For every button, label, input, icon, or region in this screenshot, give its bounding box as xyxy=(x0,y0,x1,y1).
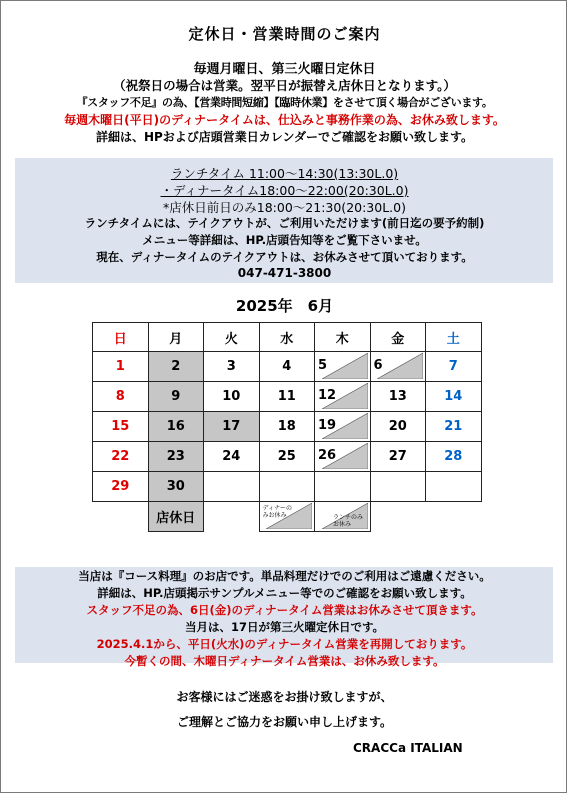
calendar-day-22: 22 xyxy=(93,442,149,472)
lunch-hours: ランチタイム 11:00～14:30(13:30L.0) xyxy=(170,166,399,181)
calendar-month-title: 2025年 6月 xyxy=(235,297,334,315)
calendar-day-21: 21 xyxy=(426,412,482,442)
calendar-empty-cell xyxy=(426,472,482,502)
page-title: 定休日・営業時間のご案内 xyxy=(188,25,381,43)
calendar-day-24: 24 xyxy=(204,442,260,472)
weekday-header: 日 xyxy=(93,323,149,352)
staff-shortage-closure-text: スタッフ不足の為、6日(金)のディナータイム営業はお休みさせて頂きます。 xyxy=(86,603,483,617)
dinner-hours: ・ディナータイム18:00～22:00(20:30L.0) xyxy=(160,183,409,198)
calendar-empty-cell xyxy=(259,472,315,502)
calendar-day-25: 25 xyxy=(259,442,315,472)
calendar-day-5: 5 xyxy=(315,352,371,382)
legend-blank xyxy=(204,502,260,532)
weekday-header: 火 xyxy=(204,323,260,352)
legend-lunch-closed xyxy=(315,502,371,532)
calendar-day-18: 18 xyxy=(259,412,315,442)
calendar-day-6: 6 xyxy=(370,352,426,382)
calendar-day-2: 2 xyxy=(148,352,204,382)
calendar-legend-row xyxy=(93,502,482,532)
dinner-takeout-info: 現在、ディナータイムのテイクアウトは、お休みさせて頂いております。 xyxy=(96,250,473,264)
calendar-day-16: 16 xyxy=(148,412,204,442)
calendar-day-1: 1 xyxy=(93,352,149,382)
thursday-dinner-closed-footer: 今暫くの間、木曜日ディナータイム営業は、お休み致します。 xyxy=(124,654,445,668)
legend-blank xyxy=(93,502,149,532)
check-website-text: 詳細は、HPおよび店頭営業日カレンダーでご確認をお願い致します。 xyxy=(95,130,474,144)
regular-holiday-text: 毎週月曜日、第三火曜日定休日 xyxy=(193,62,376,77)
calendar-day-15: 15 xyxy=(93,412,149,442)
phone-number: 047-471-3800 xyxy=(237,266,332,280)
staff-shortage-text: 『スタッフ不足』の為、【営業時間短縮】【臨時休業】をさせて頂く場合がございます。 xyxy=(76,96,493,109)
weekday-header: 金 xyxy=(370,323,426,352)
weekday-header: 土 xyxy=(426,323,482,352)
calendar-day-26: 26 xyxy=(315,442,371,472)
calendar-day-8: 8 xyxy=(93,382,149,412)
calendar-day-28: 28 xyxy=(426,442,482,472)
calendar-empty-cell xyxy=(370,472,426,502)
calendar-week-row xyxy=(93,352,482,382)
calendar-day-9: 9 xyxy=(148,382,204,412)
calendar-day-17: 17 xyxy=(204,412,260,442)
legend-dinner-closed xyxy=(259,502,315,532)
calendar-day-13: 13 xyxy=(370,382,426,412)
third-tuesday-text: 当月は、17日が第三火曜定休日です。 xyxy=(184,620,385,634)
calendar-day-12: 12 xyxy=(315,382,371,412)
calendar-day-19: 19 xyxy=(315,412,371,442)
thursday-dinner-closed-text: 毎週木曜日(平日)のディナータイムは、仕込みと事務作業の為、お休み致します。 xyxy=(64,113,505,127)
calendar-day-20: 20 xyxy=(370,412,426,442)
holiday-eve-hours: *店休日前日のみ18:00～21:30(20:30L.0) xyxy=(163,200,406,215)
dinner-closed-marker xyxy=(377,353,423,379)
holiday-rule-text: （祝祭日の場合は営業。翌平日が振替え店休日となります。） xyxy=(113,78,456,93)
weekday-header: 月 xyxy=(148,323,204,352)
calendar-day-30: 30 xyxy=(148,472,204,502)
calendar-day-7: 7 xyxy=(426,352,482,382)
calendar-empty-cell xyxy=(315,472,371,502)
sample-menu-text: 詳細は、HP.店頭掲示サンプルメニュー等でのご確認をお願い致します。 xyxy=(97,586,472,600)
course-only-text: 当店は『コース料理』のお店です。単品料理だけでのご利用はご遠慮ください。 xyxy=(78,569,491,583)
cooperation-text: ご理解とご協力をお願い申し上げます。 xyxy=(176,715,393,729)
calendar-week-row xyxy=(93,442,482,472)
business-calendar xyxy=(92,322,482,532)
restaurant-signature: CRACCa ITALIAN xyxy=(353,741,463,755)
calendar-week-row xyxy=(93,382,482,412)
legend-blank xyxy=(370,502,426,532)
dinner-resumed-text: 2025.4.1から、平日(火水)のディナータイム営業を再開しております。 xyxy=(96,637,473,651)
calendar-week-row xyxy=(93,412,482,442)
legend-lunch-closed-label: ランチのみお休み xyxy=(333,514,364,528)
calendar-day-23: 23 xyxy=(148,442,204,472)
calendar-day-29: 29 xyxy=(93,472,149,502)
dinner-closed-marker xyxy=(322,353,368,379)
calendar-empty-cell xyxy=(204,472,260,502)
calendar-day-14: 14 xyxy=(426,382,482,412)
weekday-header: 水 xyxy=(259,323,315,352)
weekday-header: 木 xyxy=(315,323,371,352)
calendar-day-10: 10 xyxy=(204,382,260,412)
calendar-week-row xyxy=(93,472,482,502)
calendar-day-11: 11 xyxy=(259,382,315,412)
calendar-day-4: 4 xyxy=(259,352,315,382)
weekday-header-row xyxy=(93,323,482,352)
takeout-info: ランチタイムには、テイクアウトが、ご利用いただけます(前日迄の要予約制) xyxy=(84,216,485,230)
legend-closed-day: 店休日 xyxy=(148,502,204,532)
legend-dinner-closed-label: ディナーのみお休み xyxy=(262,505,293,519)
calendar-day-27: 27 xyxy=(370,442,426,472)
calendar-day-3: 3 xyxy=(204,352,260,382)
menu-details-info: メニュー等詳細は、HP.店頭告知等をご覧下さいませ。 xyxy=(142,233,427,247)
legend-blank xyxy=(426,502,482,532)
apology-text: お客様にはご迷惑をお掛け致しますが、 xyxy=(176,690,393,704)
